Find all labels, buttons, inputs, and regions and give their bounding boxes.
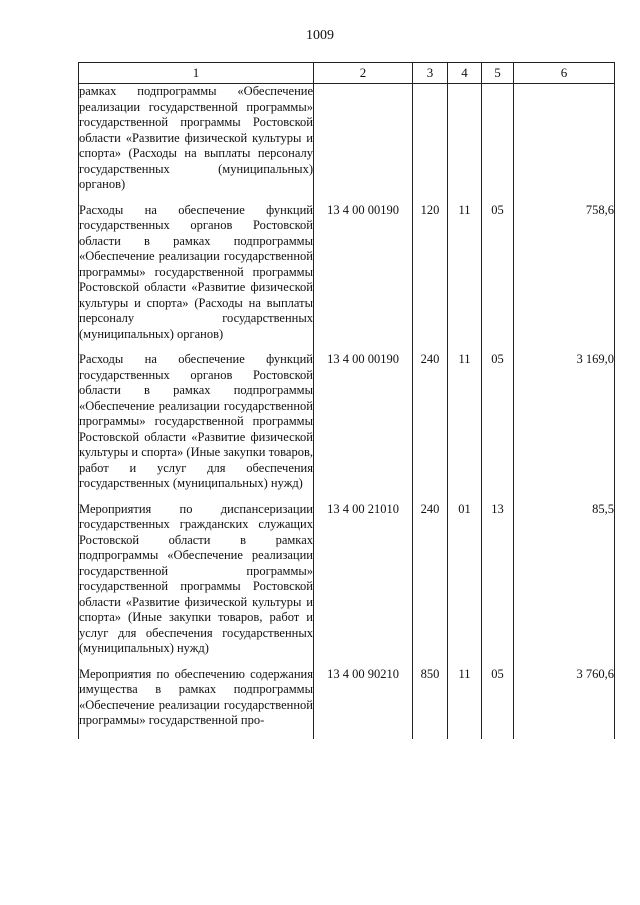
row-code: 13 4 00 21010: [314, 502, 413, 667]
row-name: рамках подпрограммы «Обеспечение реализации государственной программы» государственной программы Ростовской области «Развитие физической культуры и спорта» (Расходы на выплаты персоналу государственных (муниципальных) органов): [79, 84, 314, 203]
row-amount: 758,6: [514, 203, 615, 353]
row-amount: [514, 84, 615, 203]
table-row: [79, 84, 615, 203]
row-code: 13 4 00 00190: [314, 203, 413, 353]
row-name: Расходы на обеспечение функций государственных органов Ростовской области в рамках подпрограммы «Обеспечение реализации государственной программы» государственной программы Ростовской области «Развитие физической культуры и спорта» (Иные закупки товаров, работ и услуг для обеспечения государственных (муниципальных) нужд): [79, 352, 314, 502]
row-col-4: 11: [448, 667, 482, 739]
row-col-3: 240: [413, 502, 448, 667]
row-col-5: 05: [482, 667, 514, 739]
header-col-4: 4: [448, 63, 482, 84]
row-name: Мероприятия по обеспечению содержания имущества в рамках подпрограммы «Обеспечение реализации государственной программы» государственной про-: [79, 667, 314, 739]
row-col-4: 11: [448, 203, 482, 353]
header-col-2: 2: [314, 63, 413, 84]
row-amount: 85,5: [514, 502, 615, 667]
row-col-4: 01: [448, 502, 482, 667]
row-col-4: [448, 84, 482, 203]
row-col-3: 240: [413, 352, 448, 502]
row-amount: 3 169,0: [514, 352, 615, 502]
row-col-5: 05: [482, 352, 514, 502]
row-col-3: 120: [413, 203, 448, 353]
row-code: 13 4 00 90210: [314, 667, 413, 739]
table-row: [79, 502, 615, 667]
row-col-5: 05: [482, 203, 514, 353]
budget-table: [78, 62, 615, 739]
header-col-5: 5: [482, 63, 514, 84]
page-number: 1009: [306, 28, 334, 43]
row-col-5: 13: [482, 502, 514, 667]
row-col-5: [482, 84, 514, 203]
header-col-3: 3: [413, 63, 448, 84]
table-row: [79, 352, 615, 502]
table-row: [79, 203, 615, 353]
table-row: [79, 667, 615, 739]
header-col-1: 1: [79, 63, 314, 84]
row-col-3: 850: [413, 667, 448, 739]
header-col-6: 6: [514, 63, 615, 84]
row-name: Расходы на обеспечение функций государственных органов Ростовской области в рамках подпрограммы «Обеспечение реализации государственной программы» государственной программы Ростовской области «Развитие физической культуры и спорта» (Расходы на выплаты персоналу государственных (муниципальных) органов): [79, 203, 314, 353]
row-col-4: 11: [448, 352, 482, 502]
row-amount: 3 760,6: [514, 667, 615, 739]
row-col-3: [413, 84, 448, 203]
table-header-row: [79, 63, 615, 84]
row-code: 13 4 00 00190: [314, 352, 413, 502]
row-name: Мероприятия по диспансеризации государственных гражданских служащих Ростовской области в рамках подпрограммы «Обеспечение реализации государственной программы» государственной программы Ростовской области «Развитие физической культуры и спорта» (Иные закупки товаров, работ и услуг для обеспечения государственных (муниципальных) нужд): [79, 502, 314, 667]
row-code: [314, 84, 413, 203]
